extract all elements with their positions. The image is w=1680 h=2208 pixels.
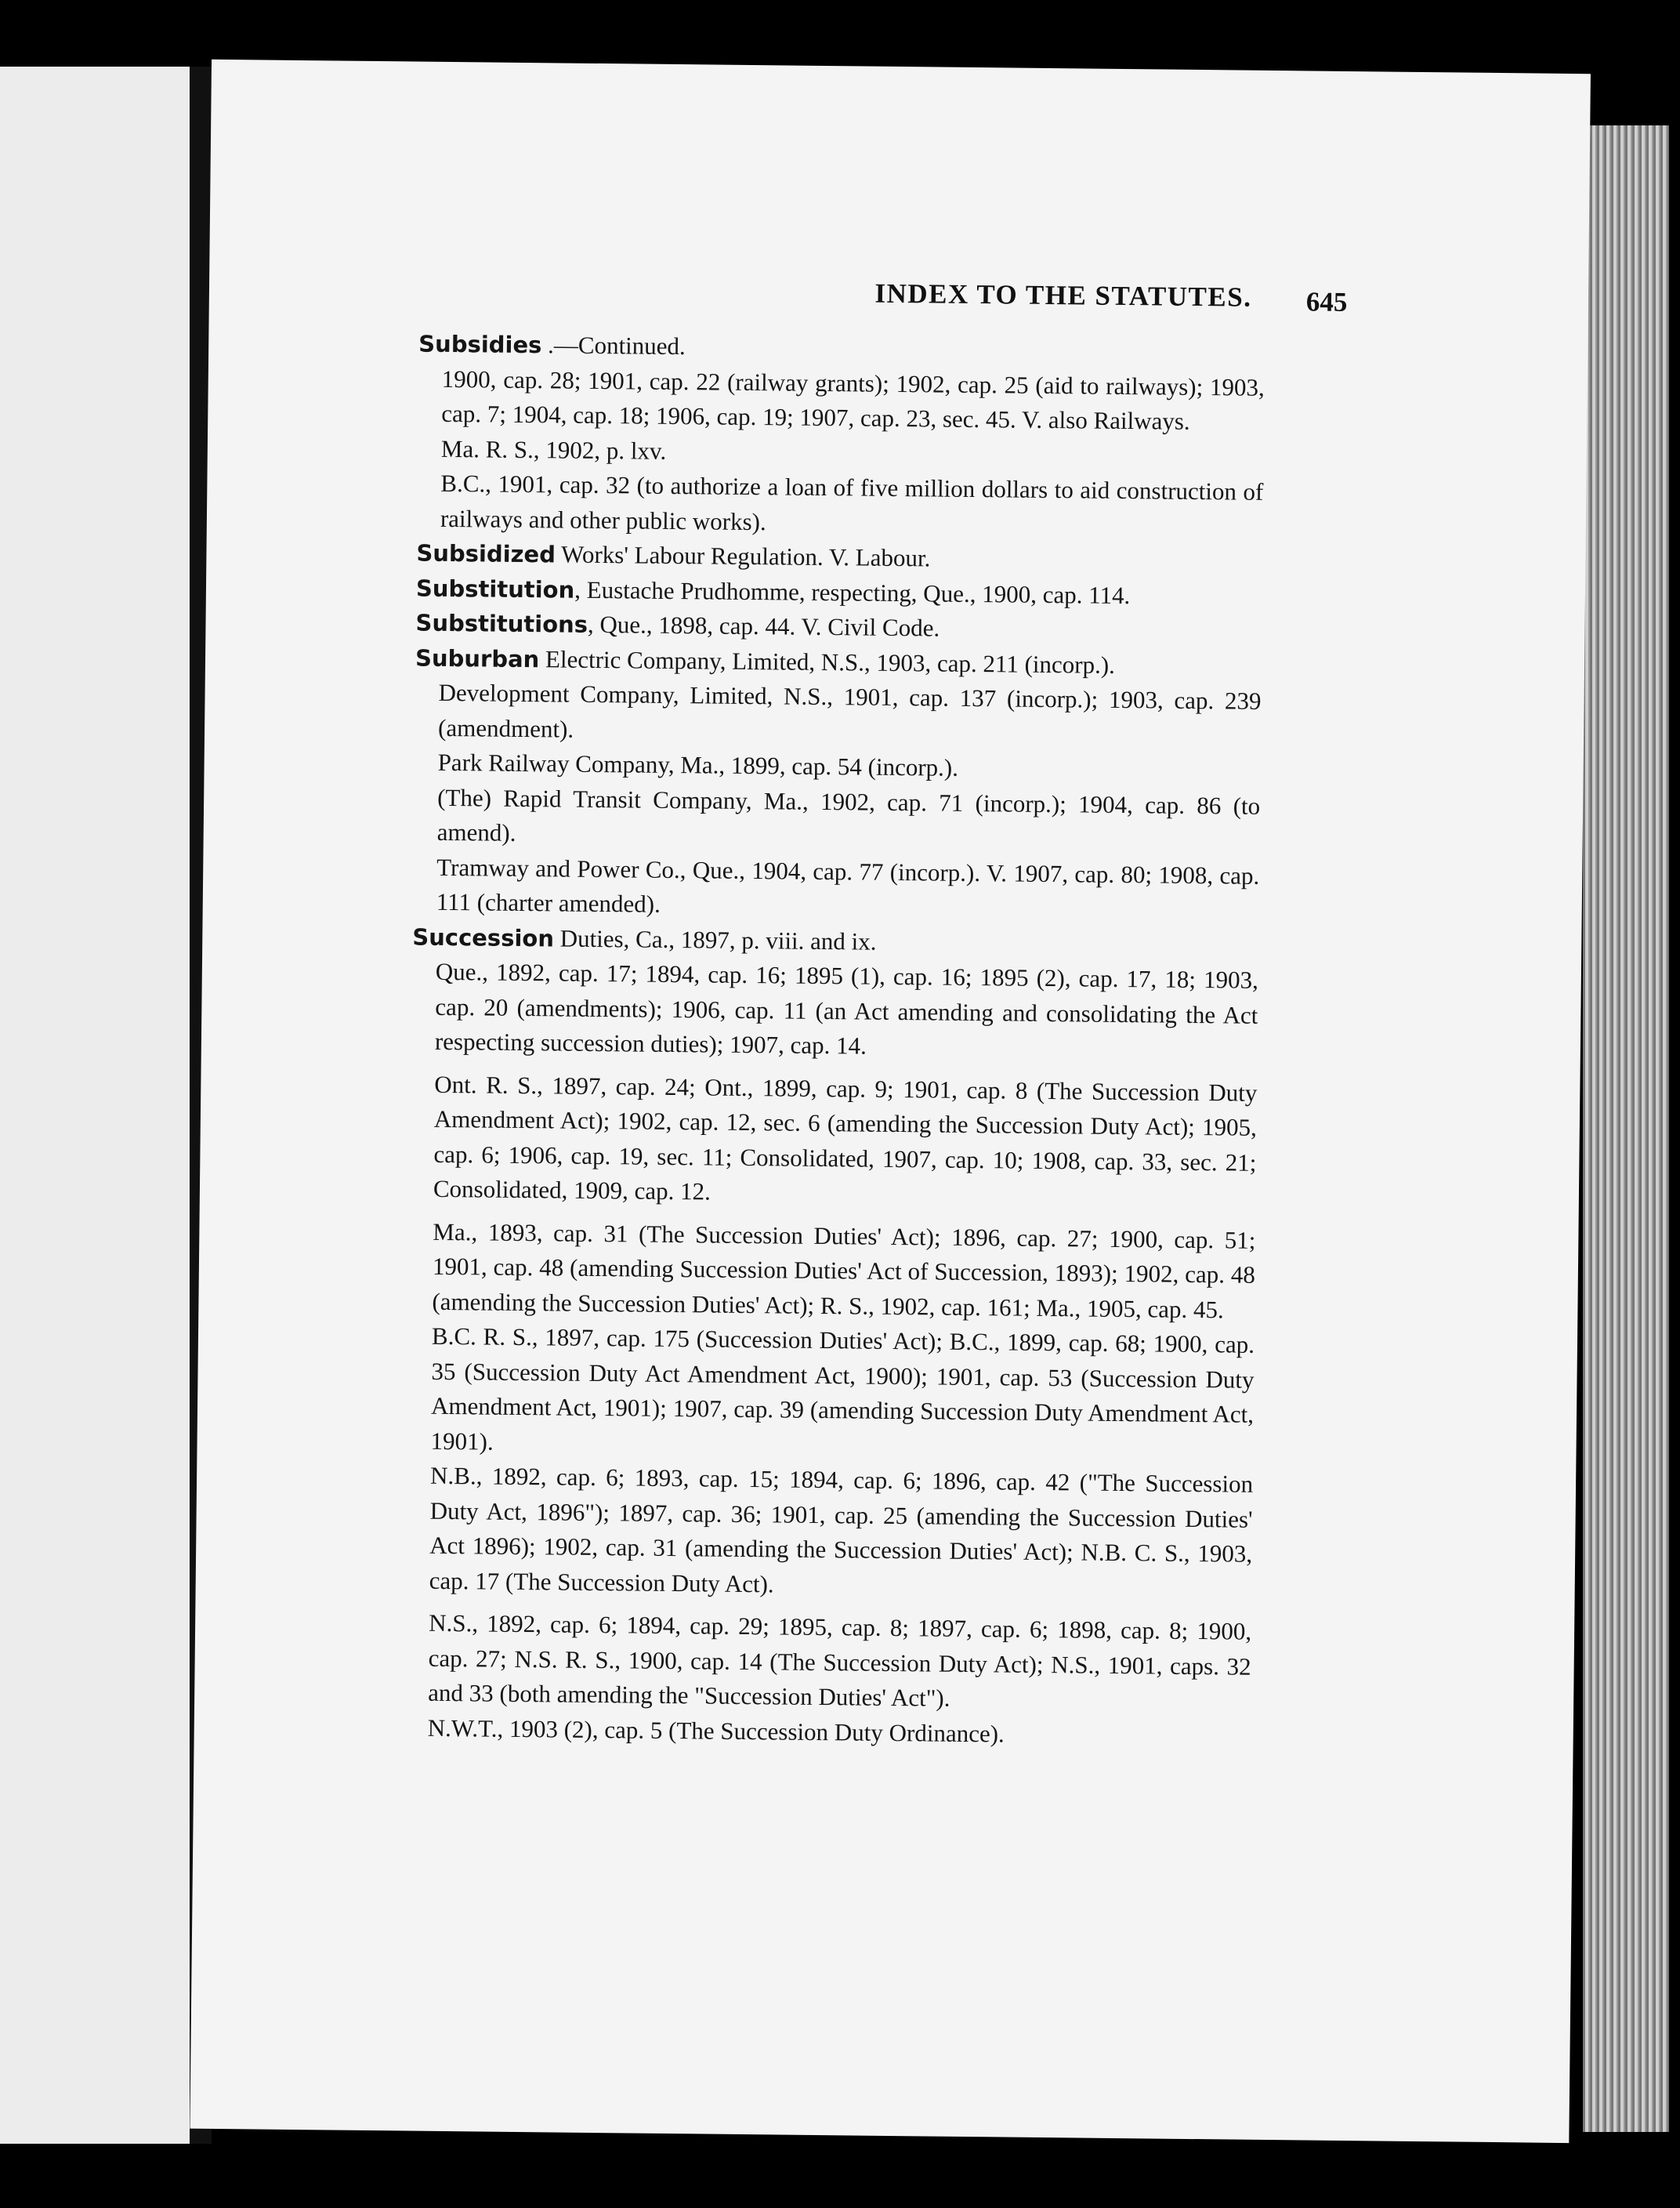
sub-entry: Ma. R. S., 1902, p. lxv. — [440, 434, 667, 465]
entry-head: Substitution — [415, 575, 575, 604]
page-edges — [1583, 125, 1669, 2132]
sub-entry: 1900, cap. 28; 1901, cap. 22 (railway grants); 1902, cap. 25 (aid to railways); 1903, cap. 7; 1904, cap. 18; 1906, cap. 19; 1907, cap. 23, sec. 45. V. also Railways. — [441, 364, 1265, 435]
entry-head: Suburban — [415, 644, 540, 673]
page-number: 645 — [1305, 286, 1348, 317]
sub-entry: B.C. R. S., 1897, cap. 175 (Succession Duties' Act); B.C., 1899, cap. 68; 1900, cap. 35 (Succession Duty Act Amendment Act, 1900); 1901, cap. 53 (Succession Duty Amendment Act, 1901); 1907, cap. 39 (amending Succession Duty Amendment Act, 1901). — [430, 1322, 1255, 1456]
entry-head: Subsidies — [418, 330, 542, 359]
sub-entry: Ma., 1893, cap. 31 (The Succession Duties' Act); 1896, cap. 27; 1900, cap. 51; 1901, cap. 48 (amending Succession Duties' Act of Succession, 1893); 1902, cap. 48 (amending the Succession Duties' Act); R. S., 1902, cap. 161; Ma., 1905, cap. 45. — [432, 1217, 1256, 1323]
sub-entry: Tramway and Power Co., Que., 1904, cap. 77 (incorp.). V. 1907, cap. 80; 1908, cap. 111 (charter amended). — [436, 853, 1260, 918]
entry-text: , Eustache Prudhomme, respecting, Que., 1900, cap. 114. — [574, 575, 1131, 609]
sub-entry: N.B., 1892, cap. 6; 1893, cap. 15; 1894, cap. 6; 1896, cap. 42 ("The Succession Duty Act, 1896"); 1897, cap. 36; 1901, cap. 25 (amending the Succession Duties' Act 1896); 1902, cap. 31 (amending the Succession Duties' Act); N.B. C. S., 1903, cap. 17 (The Succession Duty Act). — [429, 1461, 1254, 1597]
entry-text: Duties, Ca., 1897, p. viii. and ix. — [553, 923, 877, 955]
sub-entry: B.C., 1901, cap. 32 (to authorize a loan of five million dollars to aid construction of railways and other public works). — [440, 469, 1264, 535]
sub-entry: Development Company, Limited, N.S., 1901, cap. 137 (incorp.); 1903, cap. 239 (amendment). — [437, 678, 1262, 743]
book-page — [190, 60, 1591, 2143]
sub-entry: N.W.T., 1903 (2), cap. 5 (The Succession Duty Ordinance). — [427, 1713, 1005, 1747]
entry-text: , Que., 1898, cap. 44. V. Civil Code. — [587, 610, 940, 642]
sub-entry: Ont. R. S., 1897, cap. 24; Ont., 1899, cap. 9; 1901, cap. 8 (The Succession Duty Amendment Act); 1902, cap. 12, sec. 6 (amending the Succession Duty Act); 1905, cap. 6; 1906, cap. 19, sec. 11; Consolidated, 1907, cap. 10; 1908, cap. 33, sec. 21; Consolidated, 1909, cap. 12. — [433, 1070, 1258, 1206]
left-page-margin — [0, 67, 190, 2144]
entry-text: .—Continued. — [541, 331, 686, 361]
entry-head: Succession — [412, 923, 555, 952]
entry-head: Subsidized — [416, 539, 556, 568]
index-content — [404, 327, 1265, 1754]
entry-text: Electric Company, Limited, N.S., 1903, cap. 211 (incorp.). — [539, 644, 1116, 679]
entry-text: Works' Labour Regulation. V. Labour. — [555, 540, 931, 572]
sub-entry: Que., 1892, cap. 17; 1894, cap. 16; 1895 (1), cap. 16; 1895 (2), cap. 17, 18; 1903, cap. 20 (amendments); 1906, cap. 11 (an Act amending and consolidating the Act respecting succession duties); 1907, cap. 14. — [434, 957, 1259, 1060]
sub-entry: (The) Rapid Transit Company, Ma., 1902, cap. 71 (incorp.); 1904, cap. 86 (to amend). — [436, 783, 1261, 847]
running-header: INDEX TO THE STATUTES. — [874, 277, 1252, 313]
sub-entry: N.S., 1892, cap. 6; 1894, cap. 29; 1895, cap. 8; 1897, cap. 6; 1898, cap. 8; 1900, cap. 27; N.S. R. S., 1900, cap. 14 (The Succession Duty Act); N.S., 1901, caps. 32 and 33 (both amending the "Succession Duties' Act"). — [428, 1608, 1252, 1712]
entry-head: Substitutions — [415, 609, 588, 638]
sub-entry: Park Railway Company, Ma., 1899, cap. 54 (incorp.). — [437, 748, 959, 781]
